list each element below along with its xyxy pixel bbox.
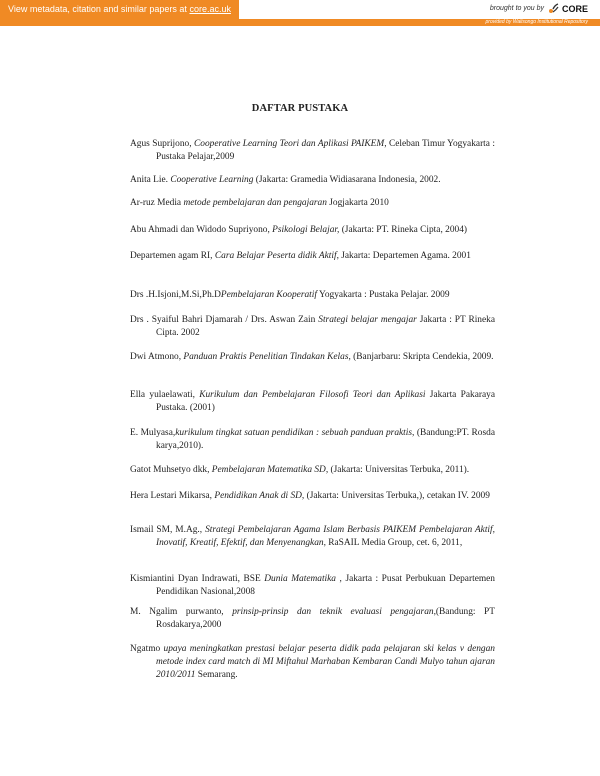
page-title: DAFTAR PUSTAKA [251,103,349,114]
reference-item [130,606,495,632]
ref-title: Kurikulum dan Pembelajaran Filosofi Teori dan Aplikasi [199,390,426,400]
ref-author: Anita Lie. [130,175,171,185]
core-banner-top [0,0,600,19]
reference-item [130,427,495,453]
ref-publisher: Yogyakarta : Pustaka Pelajar. 2009 [317,290,450,300]
ref-publisher: , Celeban Timur Yogyakarta : Pustaka Pelajar,2009 [156,139,495,162]
ref-publisher: (Jakarta: Gramedia Widiasarana Indonesia, 2002. [253,175,441,185]
ref-author: Ella yulaelawati, [130,390,200,400]
ref-author: Kismiantini Dyan Indrawati, BSE [130,574,265,584]
reference-item [130,573,495,599]
reference-item [130,138,495,164]
ref-publisher: (Bandung: PT Rosdakarya,2000 [156,607,495,630]
core-logo-icon [547,3,559,15]
ref-author: Drs . Syaiful Bahri Djamarah / Drs. Aswan Zain [130,315,319,325]
ref-title: Dunia Matematika [264,574,336,584]
reference-item [130,464,495,477]
ref-title: Pembelajaran Kooperatif [220,290,317,300]
reference-item [130,643,495,682]
ref-author: Ngatmo [130,644,164,654]
ref-publisher: (Jakarta: Universitas Terbuka,), cetakan IV. 2009 [304,491,490,501]
ref-author: Agus Suprijono, [130,139,195,149]
ref-title: metode pembelajaran dan pengajaran [183,198,327,208]
reference-item [130,314,495,340]
ref-publisher: , (Bandung:PT. Rosda karya,2010). [156,428,495,451]
ref-author: Dwi Atmono, [130,352,184,362]
ref-publisher: Semarang. [195,670,238,680]
core-metadata-url[interactable]: core.ac.uk [189,4,231,14]
ref-title: Cooperative Learning [170,175,254,185]
ref-publisher: Jogjakarta 2010 [326,198,389,208]
core-banner [0,0,600,26]
ref-title: kurikulum tingkat satuan pendidikan : sebuah panduan praktis [175,428,413,438]
ref-publisher: RaSAIL Media Group, cet. 6, 2011, [325,538,463,548]
reference-item [130,197,495,210]
reference-item [130,174,495,187]
ref-author: Departemen agam RI, [130,251,215,261]
reference-item [130,524,495,550]
ref-title: Pembelajaran Matematika SD, [211,465,329,475]
ref-title: Cara Belajar Peserta didik Aktif [214,251,337,261]
ref-publisher: Jakarta : PT Rineka Cipta. 2002 [156,315,496,338]
reference-item [130,250,495,263]
ref-publisher: Jakarta Pakaraya Pustaka. (2001) [156,390,495,413]
brought-to-you-text: brought to you by [489,5,544,12]
ref-author: M. Ngalim purwanto, [130,607,233,617]
core-metadata-link[interactable] [0,0,239,19]
reference-item [130,490,495,503]
ref-author: E. Mulyasa, [130,428,176,438]
ref-title: Strategi belajar mengajar [318,315,417,325]
reference-item [130,389,495,415]
ref-author: Abu Ahmadi dan Widodo Supriyono, [130,225,273,235]
ref-author: Hera Lestari Mikarsa, [130,491,215,501]
core-metadata-text: View metadata, citation and similar papers at [8,4,190,14]
reference-item [130,351,495,364]
provided-by-text[interactable]: provided by Walisongo Institutional Repository [485,19,588,25]
ref-title: Panduan Praktis Penelitian Tindakan Kelas, [183,352,351,362]
ref-author: Ar-ruz Media [130,198,184,208]
ref-title: Pendidikan Anak di SD, [214,491,305,501]
ref-title: prinsip-prinsip dan teknik evaluasi pengajaran, [232,607,436,617]
ref-publisher: (Jakarta: Universitas Terbuka, 2011). [328,465,470,475]
ref-publisher: , Jakarta: Departemen Agama. 2001 [336,251,471,261]
ref-publisher: , Jakarta : Pusat Perbukuan Departemen Pendidikan Nasional,2008 [156,574,495,597]
reference-item [130,224,495,237]
reference-item [130,289,495,302]
ref-author: Ismail SM, M.Ag., [130,525,206,535]
ref-author: Gatot Muhsetyo dkk, [130,465,212,475]
ref-publisher: (Banjarbaru: Skripta Cendekia, 2009. [350,352,494,362]
core-logo-text: CORE [561,4,588,14]
core-banner-strip [0,19,600,26]
ref-publisher: (Jakarta: PT. Rineka Cipta, 2004) [339,225,468,235]
ref-title: upaya meningkatkan prestasi belajar peserta didik pada pelajaran ski kelas v dengan metode index card match di MI Miftahul Marhaban Kembaran Candi Mulyo tahun ajaran 2010/2011 [156,644,495,680]
ref-author: Drs .H.Isjoni,M.Si,Ph.D [130,290,221,300]
ref-title: Cooperative Learning Teori dan Aplikasi PAIKEM [194,139,385,149]
ref-title: Strategi Pembelajaran Agama Islam Berbasis PAIKEM Pembelajaran Aktif, Inovatif, Kreatif, Efektif, dan Menyenangkan, [156,525,495,548]
ref-title: Psikologi Belajar, [272,225,340,235]
core-brought-by[interactable] [490,2,588,16]
